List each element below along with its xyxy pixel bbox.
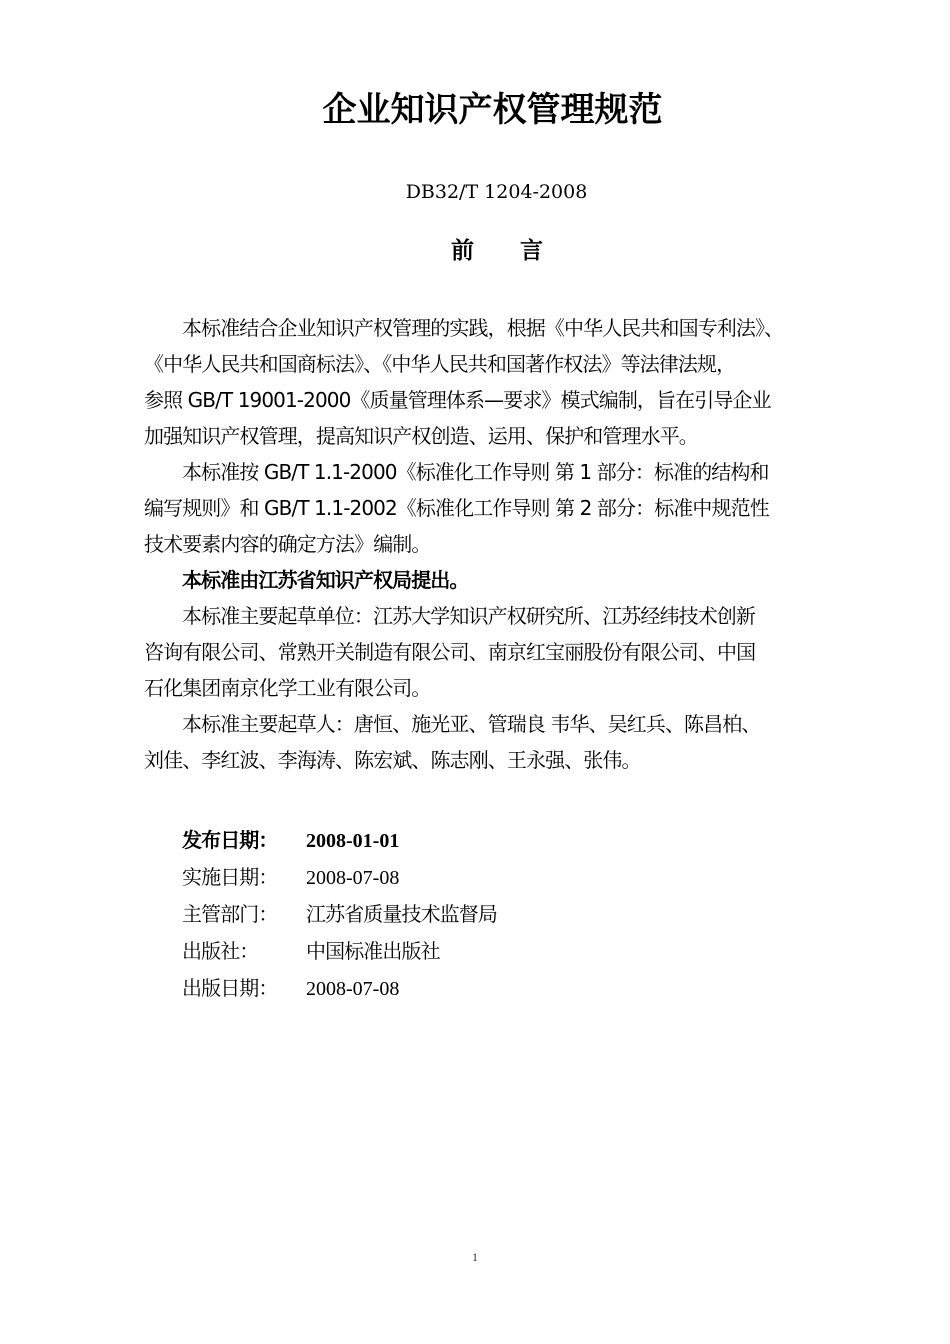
- paragraph-line: 加强知识产权管理，提高知识产权创造、运用、保护和管理水平。: [144, 424, 698, 448]
- paragraph-line: 石化集团南京化学工业有限公司。: [144, 676, 431, 700]
- foreword-heading-char-1: 前: [451, 238, 474, 264]
- paragraph-line: 刘佳、李红波、李海涛、陈宏斌、陈志刚、王永强、张伟。: [144, 748, 641, 772]
- page-number: 1: [472, 1250, 478, 1264]
- meta-label: 出版社：: [182, 939, 259, 963]
- paragraph-line: 本标准主要起草人：唐恒、施光亚、管瑞良 韦华、吴红兵、陈昌柏、: [182, 712, 761, 736]
- document-title: 企业知识产权管理规范: [322, 90, 663, 130]
- publication-metadata: [182, 822, 497, 1007]
- foreword-heading-char-2: 言: [520, 238, 543, 264]
- meta-value: 2008-01-01: [306, 830, 400, 852]
- paragraph-line: 本标准主要起草单位：江苏大学知识产权研究所、江苏经纬技术创新: [182, 604, 755, 628]
- meta-label: 主管部门：: [182, 902, 278, 926]
- paragraph-line: 《中华人民共和国商标法》、《中华人民共和国著作权法》等法律法规，: [144, 352, 736, 376]
- proposer-statement: 本标准由江苏省知识产权局提出。: [182, 568, 469, 592]
- meta-row-release-date: [182, 822, 497, 859]
- meta-row-implementation-date: [182, 859, 497, 896]
- meta-row-publisher: [182, 933, 497, 970]
- meta-row-publication-date: [182, 970, 497, 1007]
- meta-label: 实施日期：: [182, 865, 278, 889]
- paragraph-line: 技术要素内容的确定方法》编制。: [144, 532, 431, 556]
- standard-number: DB32/T 1204-2008: [405, 181, 588, 203]
- paragraph-line: 本标准按 GB/T 1.1-2000《标准化工作导则 第 1 部分：标准的结构和: [182, 460, 769, 484]
- meta-value: 2008-07-08: [306, 978, 400, 1000]
- meta-value: 2008-07-08: [306, 867, 400, 889]
- paragraph-line: 编写规则》和 GB/T 1.1-2002《标准化工作导则 第 2 部分：标准中规范性: [144, 496, 769, 520]
- paragraph-line: 咨询有限公司、常熟开关制造有限公司、南京红宝丽股份有限公司、中国: [144, 640, 756, 664]
- foreword-body: [144, 310, 808, 778]
- meta-value: 江苏省质量技术监督局: [306, 902, 497, 926]
- foreword-heading: [0, 234, 950, 268]
- meta-label: 出版日期：: [182, 976, 278, 1000]
- paragraph-line: 本标准结合企业知识产权管理的实践，根据《中华人民共和国专利法》、: [182, 316, 784, 340]
- meta-row-authority: [182, 896, 497, 933]
- meta-value: 中国标准出版社: [306, 939, 440, 963]
- paragraph-line: 参照 GB/T 19001-2000《质量管理体系—要求》模式编制，旨在引导企业: [144, 388, 771, 412]
- meta-label: 发布日期：: [182, 828, 278, 852]
